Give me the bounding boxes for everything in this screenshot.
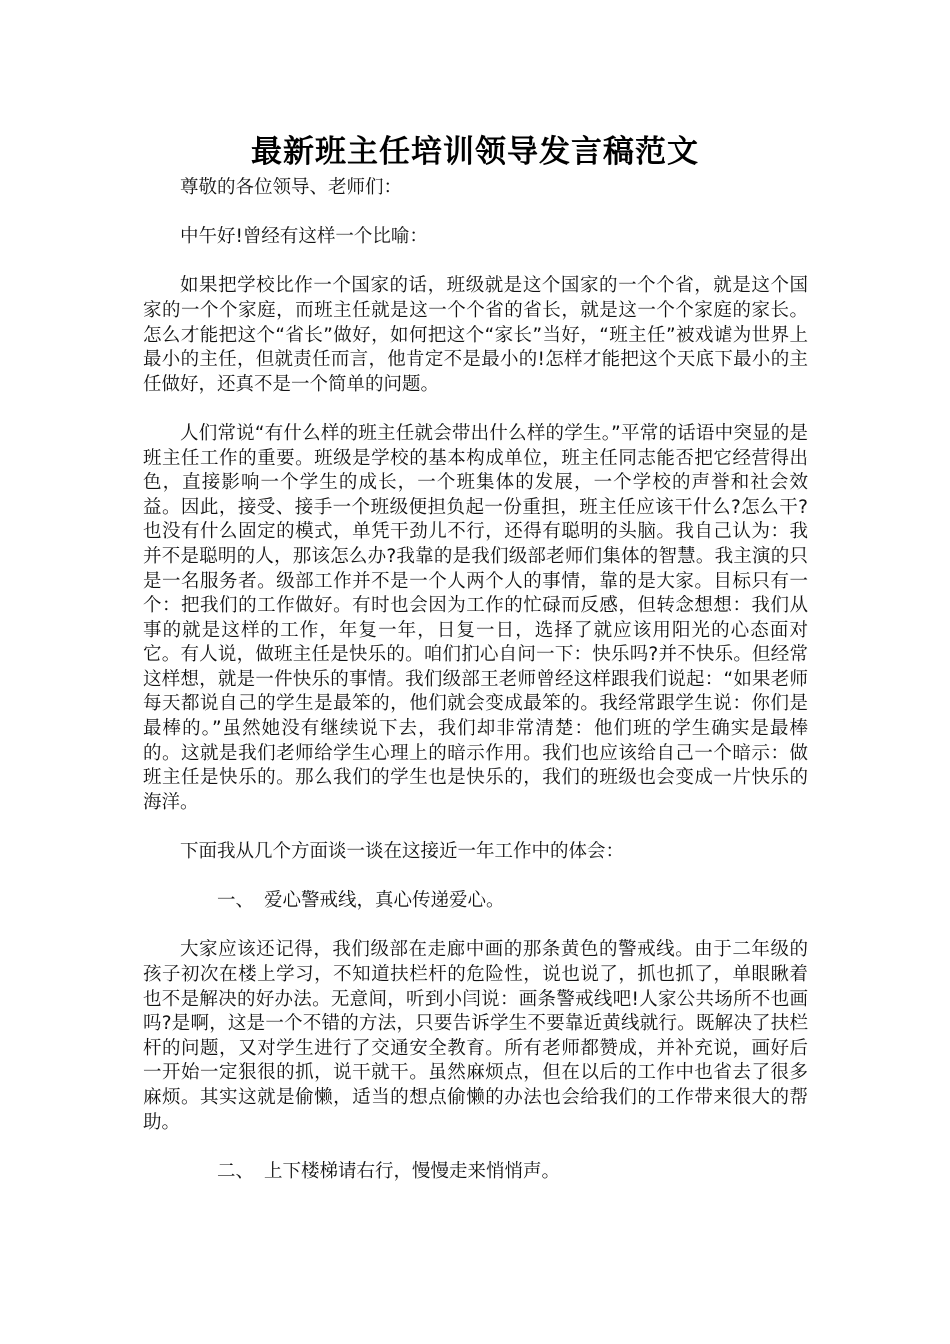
document-body (143, 176, 808, 1209)
paragraph-warning-line: 大家应该还记得，我们级部在走廊中画的那条黄色的警戒线。由于二年级的孩子初次在楼上学习，不知道扶栏杆的危险性，说也说了，抓也抓了，单眼瞅着也不是解决的好办法。无意间，听到小闫说：画条警戒线吧!人家公共场所不也画吗?是啊，这是一个不错的方法，只要告诉学生不要靠近黄线就行。既解决了扶栏杆的问题，又对学生进行了交通安全教育。所有老师都赞成，并补充说，画好后一开始一定狠很的抓，说干就干。虽然麻烦点，但在以后的工作中也省去了很多麻烦。其实这就是偷懒，适当的想点偷懒的办法也会给我们的工作带来很大的帮助。 (143, 939, 808, 1133)
section-title-1: 爱心警戒线，真心传递爱心。 (264, 890, 505, 912)
greeting: 中午好!曾经有这样一个比喻： (180, 226, 428, 248)
salutation: 尊敬的各位领导、老师们： (180, 177, 403, 198)
section-number-2: 二、 (217, 1160, 255, 1182)
section-heading-2 (143, 1160, 808, 1185)
section-number-1: 一、 (217, 890, 255, 912)
document-title: 最新班主任培训领导发言稿范文 (251, 134, 699, 170)
paragraph-metaphor: 如果把学校比作一个国家的话，班级就是这个国家的一个个省，就是这个国家的一个个家庭，而班主任就是这一个个省的省长，就是这一个个家庭的家长。怎么才能把这个“省长”做好，如何把这个“家长”当好，“班主任”被戏谑为世界上最小的主任，但就责任而言，他肯定不是最小的!怎样才能把这个天底下最小的主任做好，还真不是一个简单的问题。 (143, 275, 808, 395)
paragraph-importance: 人们常说“有什么样的班主任就会带出什么样的学生。”平常的话语中突显的是班主任工作的重要。班级是学校的基本构成单位，班主任同志能否把它经营得出色，直接影响一个学生的成长，一个班集体的发展，一个学校的声誉和社会效益。因此，接受、接手一个班级便担负起一份重担，班主任应该干什么?怎么干?也没有什么固定的模式，单凭干劲儿不行，还得有聪明的头脑。我自己认为：我并不是聪明的人，那该怎么办?我靠的是我们级部老师们集体的智慧。我主演的只是一名服务者。级部工作并不是一个人两个人的事情，靠的是大家。目标只有一个：把我们的工作做好。有时也会因为工作的忙碌而反感，但转念想想：我们从事的就是这样的工作，年复一年，日复一日，选择了就应该用阳光的心态面对它。有人说，做班主任是快乐的。咱们扪心自问一下：快乐吗?并不快乐。但经常这样想，就是一件快乐的事情。我们级部王老师曾经这样跟我们说起：“如果老师每天都说自己的学生是最笨的，他们就会变成最笨的。我经常跟学生说：你们是最棒的。”虽然她没有继续说下去，我们却非常清楚：他们班的学生确实是最棒的。这就是我们老师给学生心理上的暗示作用。我们也应该给自己一个暗示：做班主任是快乐的。那么我们的学生也是快乐的，我们的班级也会变成一片快乐的海洋。 (143, 422, 808, 813)
section-title-2: 上下楼梯请右行，慢慢走来悄悄声。 (264, 1160, 561, 1182)
section-heading-1 (143, 889, 808, 914)
paragraph-intro-points: 下面我从几个方面谈一谈在这接近一年工作中的体会： (180, 841, 625, 863)
